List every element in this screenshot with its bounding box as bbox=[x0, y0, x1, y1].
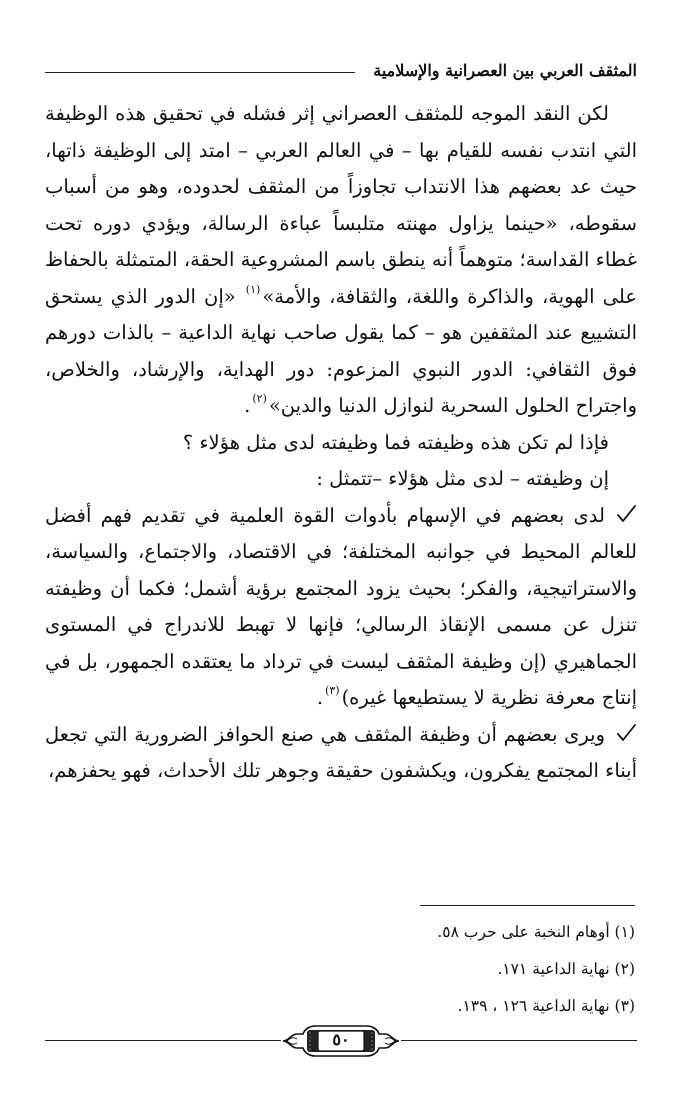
check-icon bbox=[615, 504, 637, 524]
paragraph-1-part-b: «إن الدور الذي يستحق التشييع عند المثقفين هو – كما يقول صاحب نهاية الداعية – بالذات دورهم فوق الثقافي: الدور النبوي المزعوم: دور الهداية، والإرشاد، والخلاص، واجتراح الحلول السحرية لنوازل الدنيا والدين» bbox=[45, 284, 637, 417]
footnote-1: (١) أوهام النخبة على حرب ٥٨. bbox=[437, 923, 635, 941]
footnotes bbox=[43, 914, 635, 1025]
paragraph-1 bbox=[45, 96, 637, 425]
paragraph-1-end: . bbox=[244, 394, 251, 417]
footnote-ref-3: (٣) bbox=[325, 684, 340, 697]
body-text bbox=[45, 96, 637, 790]
bullet-paragraph-1 bbox=[45, 498, 637, 717]
footnote-ref-2: (٢) bbox=[252, 392, 267, 405]
check-icon bbox=[615, 723, 637, 743]
footnote-ref-1: (١) bbox=[245, 282, 261, 296]
footnote-2: (٢) نهاية الداعية ١٧١. bbox=[497, 960, 635, 978]
page-number: ٥٠ bbox=[332, 1030, 350, 1049]
footer-rule-right bbox=[401, 1040, 637, 1041]
bullet-paragraph-1-text: لدى بعضهم في الإسهام بأدوات القوة العلمية في تقديم فهم أفضل للعالم المحيط في جوانبه المختلفة؛ في الاقتصاد، والاجتماع، والسياسة، والاستراتيجية، والفكر؛ بحيث يزود المجتمع برؤية أشمل؛ فكما أن وظيفته تنزل عن مسمى الإنقاذ الرسالي؛ فإنها لا تهبط للاندراج في المستوى الجماهيري (إن وظيفة المثقف ليست في ترداد ما يعتقده الجمهور، بل في إنتاج معرفة نظرية لا يستطيعها غيره) bbox=[45, 503, 637, 709]
header-rule bbox=[45, 72, 355, 73]
footnote-3: (٣) نهاية الداعية ١٢٦ ، ١٣٩. bbox=[457, 997, 635, 1015]
footer-rule-left bbox=[45, 1040, 281, 1041]
running-header bbox=[45, 58, 637, 84]
paragraph-1-part-a: لكن النقد الموجه للمثقف العصراني إثر فشله في تحقيق هذه الوظيفة التي انتدب نفسه للقيام بها – في العالم العربي – امتد إلى الوظيفة ذاتها، حيث عد بعضهم هذا الانتداب تجاوزاً من المثقف لحدوده، وهو من أسباب سقوطه، «حينما يزاول مهنته متلبساً عباءة الرسالة، ويؤدي دوره تحت غطاء القداسة؛ متوهماً أنه ينطق باسم المشروعية الحقة، المتمثلة بالحفاظ على الهوية، والذاكرة واللغة، والثقافة، والأمة» bbox=[45, 102, 637, 308]
page-footer bbox=[45, 1022, 637, 1062]
bullet-paragraph-2 bbox=[45, 717, 637, 790]
footnote-separator bbox=[420, 905, 635, 906]
bullet-paragraph-2-text: ويرى بعضهم أن وظيفة المثقف هي صنع الحوافز الضرورية التي تجعل أبناء المجتمع يفكرون، ويكشفون حقيقة وجوهر تلك الأحداث، فهو يحفزهم، bbox=[45, 722, 637, 782]
header-title: المثقف العربي بين العصرانية والإسلامية bbox=[373, 61, 637, 80]
paragraph-2: فإذا لم تكن هذه وظيفته فما وظيفته لدى مثل هؤلاء ؟ bbox=[182, 430, 609, 454]
bullet-paragraph-1-end: . bbox=[316, 686, 324, 709]
paragraph-3: إن وظيفته – لدى مثل هؤلاء –تتمثل : bbox=[316, 467, 609, 490]
